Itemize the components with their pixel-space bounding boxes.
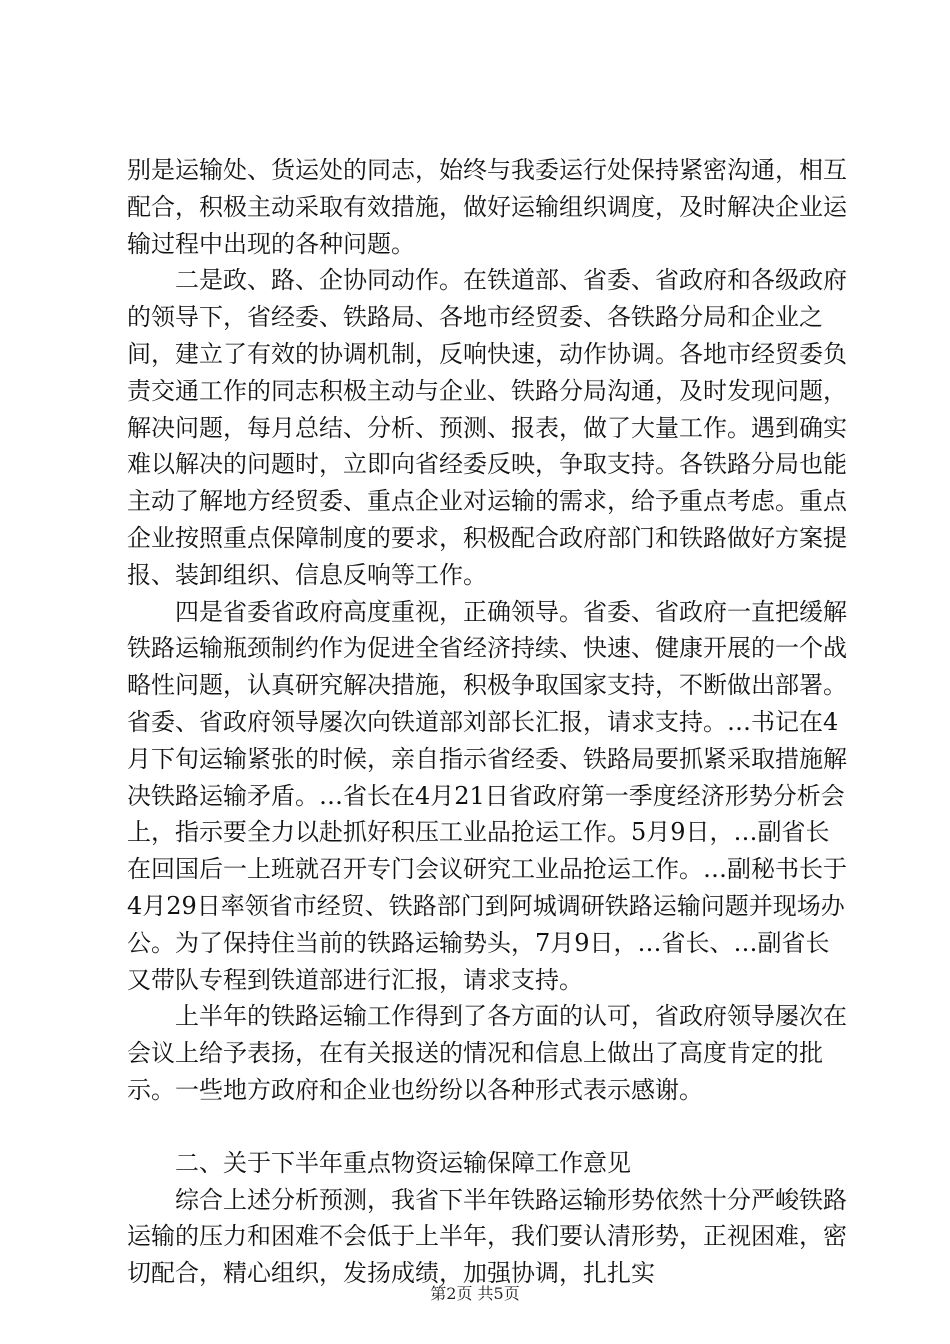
- paragraph-leadership: 四是省委省政府高度重视，正确领导。省委、省政府一直把缓解铁路运输瓶颈制约作为促进全省经济持续、快速、健康开展的一个战略性问题，认真研究解决措施，积极争取国家支持，不断做出部署。省委、省政府领导屡次向铁道部刘部长汇报，请求支持。…书记在4月下旬运输紧张的时候，亲自指示省经委、铁路局要抓紧采取措施解决铁路运输矛盾。…省长在4月21日省政府第一季度经济形势分析会上，指示要全力以赴抓好积压工业品抢运工作。5月9日，…副省长在回国后一上班就召开专门会议研究工业品抢运工作。…副秘书长于4月29日率领省市经贸、铁路部门到阿城调研铁路运输问题并现场办公。为了保持住当前的铁路运输势头，7月9日，…省长、…副省长又带队专程到铁道部进行汇报，请求支持。: [127, 597, 847, 994]
- paragraph-coordination: 二是政、路、企协同动作。在铁道部、省委、省政府和各级政府的领导下，省经委、铁路局、各地市经贸委、各铁路分局和企业之间，建立了有效的协调机制，反响快速，动作协调。各地市经贸委负责交通工作的同志积极主动与企业、铁路分局沟通，及时发现问题，解决问题，每月总结、分析、预测、报表，做了大量工作。遇到确实难以解决的问题时，立即向省经委反映，争取支持。各铁路分局也能主动了解地方经贸委、重点企业对运输的需求，给予重点考虑。重点企业按照重点保障制度的要求，积极配合政府部门和铁路做好方案提报、装卸组织、信息反响等工作。: [127, 266, 847, 589]
- section-heading: 二、关于下半年重点物资运输保障工作意见: [175, 1148, 631, 1177]
- paragraph-outlook: 综合上述分析预测，我省下半年铁路运输形势依然十分严峻铁路运输的压力和困难不会低于上半年，我们要认清形势，正视困难，密切配合，精心组织，发扬成绩，加强协调，扎扎实: [127, 1185, 847, 1288]
- paragraph-recognition: 上半年的铁路运输工作得到了各方面的认可，省政府领导屡次在会议上给予表扬，在有关报送的情况和信息上做出了高度肯定的批示。一些地方政府和企业也纷纷以各种形式表示感谢。: [127, 1002, 847, 1104]
- document-body: [127, 152, 847, 1292]
- paragraph-continuation: 别是运输处、货运处的同志，始终与我委运行处保持紧密沟通，相互配合，积极主动采取有效措施，做好运输组织调度，及时解决企业运输过程中出现的各种问题。: [127, 156, 847, 258]
- page-footer: 第2页 共5页: [430, 1284, 520, 1303]
